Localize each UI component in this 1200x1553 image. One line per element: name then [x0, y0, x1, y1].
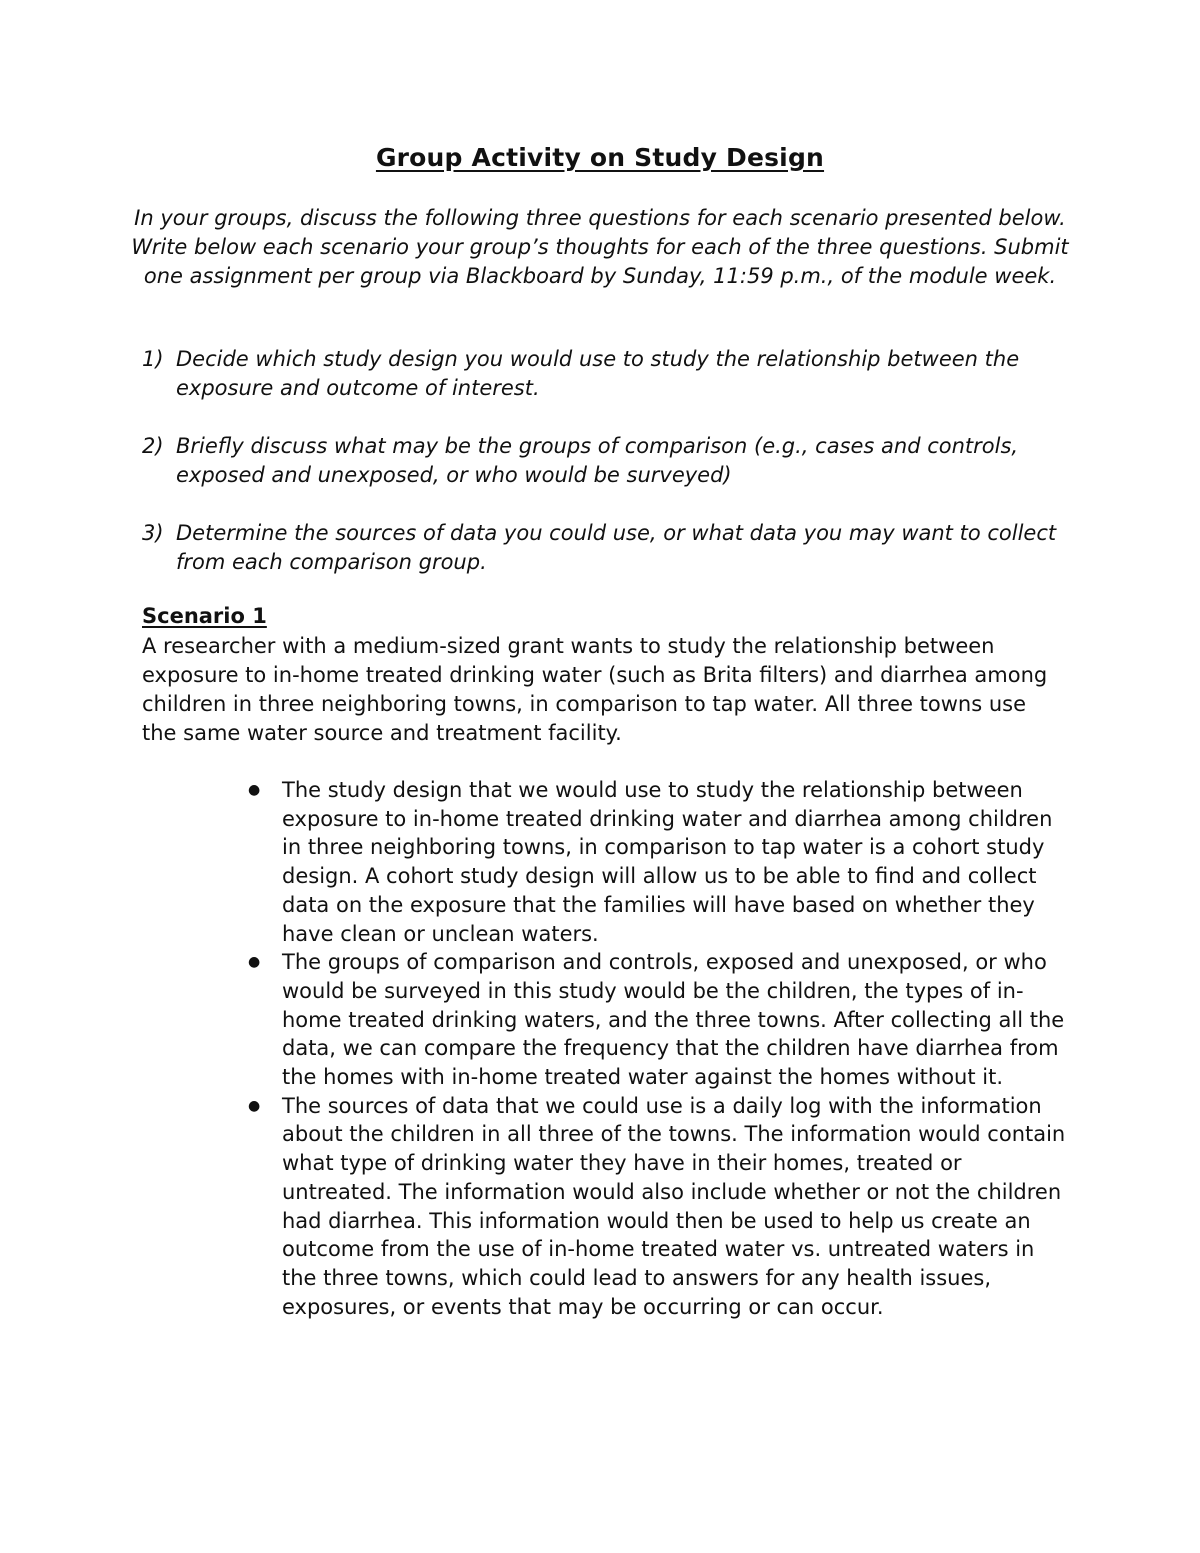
question-text: Decide which study design you would use to study the relationship between the exposure and outcome of interest.: [176, 347, 1020, 400]
answer-text: The study design that we would use to study the relationship between exposure to in-home treated drinking water and diarrhea among children in three neighboring towns, in comparison to tap water is a cohort study design. A cohort study design will allow us to be able to find and collect data on the exposure that the families will have based on whether they have clean or unclean waters.: [282, 778, 1053, 946]
bullet-icon: ●: [248, 1097, 261, 1114]
question-item: [142, 432, 1072, 490]
answer-item: [248, 1092, 1068, 1322]
scenario-description: A researcher with a medium-sized grant wants to study the relationship between exposure to in-home treated drinking water (such as Brita filters) and diarrhea among children in three neighboring towns, in comparison to tap water. All three towns use the same water source and treatment facility.: [142, 634, 1048, 745]
question-item: [142, 519, 1072, 577]
question-item: [142, 345, 1072, 403]
answer-text: The sources of data that we could use is a daily log with the information about the children in all three of the towns. The information would contain what type of drinking water they have in their homes, treated or untreated. The information would also include whether or not the children had diarrhea. This information would then be used to help us create an outcome from the use of in-home treated water vs. untreated waters in the three towns, which could lead to answers for any health issues, exposures, or events that may be occurring or can occur.: [282, 1093, 1066, 1319]
answer-list: [248, 776, 1068, 1321]
answer-item: [248, 948, 1068, 1092]
document-title: Group Activity on Study Design: [375, 143, 825, 172]
question-text: Briefly discuss what may be the groups of comparison (e.g., cases and controls, exposed and unexposed, or who would be surveyed): [176, 434, 1019, 487]
answer-item: [248, 776, 1068, 948]
question-number: 2): [142, 434, 164, 458]
scenario-heading: Scenario 1: [142, 604, 267, 628]
answer-text: The groups of comparison and controls, exposed and unexposed, or who would be surveyed in this study would be the children, the types of in-home treated drinking waters, and the three towns. After collecting all the data, we can compare the frequency that the children have diarrhea from the homes with in-home treated water against the homes without it.: [282, 950, 1065, 1090]
question-list: [142, 345, 1072, 606]
intro-paragraph: In your groups, discuss the following three questions for each scenario presented below. Write below each scenario your group’s thoughts for each of the three questions. Submit one assignment per group via Blackboard by Sunday, 11:59 p.m., of the module week.: [131, 206, 1069, 288]
question-number: 3): [142, 521, 164, 545]
bullet-icon: ●: [248, 954, 261, 971]
question-text: Determine the sources of data you could use, or what data you may want to collect from each comparison group.: [176, 521, 1057, 574]
question-number: 1): [142, 347, 164, 371]
bullet-icon: ●: [248, 782, 261, 798]
